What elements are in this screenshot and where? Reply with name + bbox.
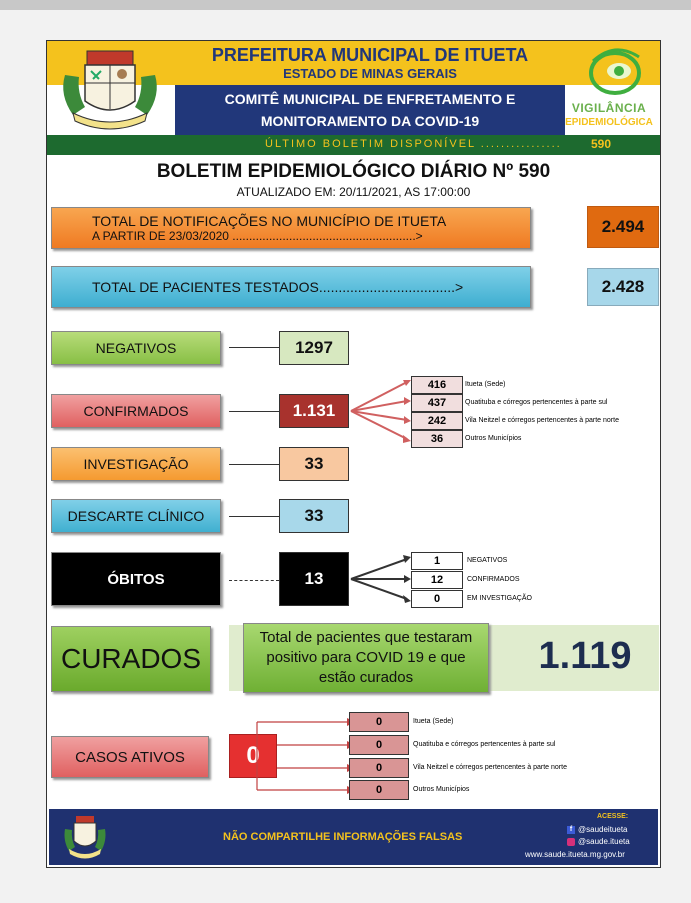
confirmados-outros-value: 36 xyxy=(411,430,463,448)
descarte-button xyxy=(51,499,221,533)
ativos-outros-value: 0 xyxy=(349,780,409,800)
confirmados-button xyxy=(51,394,221,428)
footer-acesse: ACESSE: xyxy=(597,813,629,820)
notificacoes-line2: A PARTIR DE 23/03/2020 .......................................................> xyxy=(92,229,423,243)
confirmados-value: 1.131 xyxy=(279,394,349,428)
testados-value: 2.428 xyxy=(587,268,659,306)
confirmados-sede-label: Itueta (Sede) xyxy=(465,381,506,388)
ativos-sul-value: 0 xyxy=(349,735,409,755)
ativos-norte-label: Vila Neitzel e córregos pertencentes à parte norte xyxy=(413,764,567,771)
obitos-confirmados-value: 12 xyxy=(411,571,463,589)
obitos-arrows xyxy=(349,549,413,609)
confirmados-sul-label: Quatituba e córregos pertencentes à parte sul xyxy=(465,399,608,406)
confirmados-sul-value: 437 xyxy=(411,394,463,412)
casos-ativos-label: CASOS ATIVOS xyxy=(75,748,185,766)
investigacao-connector xyxy=(229,464,279,465)
obitos-label: ÓBITOS xyxy=(107,570,165,588)
descarte-value: 33 xyxy=(279,499,349,533)
obitos-button xyxy=(51,552,221,606)
negativos-label: NEGATIVOS xyxy=(95,340,177,356)
instagram-icon xyxy=(567,838,575,846)
bulletin-document xyxy=(46,40,661,868)
ativos-sede-value: 0 xyxy=(349,712,409,732)
header-comite-line2: MONITORAMENTO DA COVID-19 xyxy=(260,113,480,129)
curados-button xyxy=(51,626,211,692)
curados-label: CURADOS xyxy=(60,643,201,674)
city-crest-icon xyxy=(55,45,165,131)
confirmados-arrows xyxy=(349,377,413,447)
footer-facebook-handle: @saudeitueta xyxy=(578,825,628,834)
negativos-button xyxy=(51,331,221,365)
ativos-outros-label: Outros Municípios xyxy=(413,786,470,793)
footer-instagram[interactable] xyxy=(567,837,630,846)
casos-ativos-arrows xyxy=(247,716,357,798)
confirmados-connector xyxy=(229,411,279,412)
header-comite-line1: COMITÊ MUNICIPAL DE ENFRETAMENTO E xyxy=(224,91,516,107)
confirmados-norte-value: 242 xyxy=(411,412,463,430)
confirmados-label: CONFIRMADOS xyxy=(83,403,189,419)
facebook-icon: f xyxy=(567,826,575,834)
top-strip xyxy=(0,0,691,10)
confirmados-sede-value: 416 xyxy=(411,376,463,394)
negativos-value: 1297 xyxy=(279,331,349,365)
footer-website[interactable]: www.saude.itueta.mg.gov.br xyxy=(525,850,625,859)
footer-facebook[interactable] xyxy=(567,825,628,834)
descarte-label: DESCARTE CLÍNICO xyxy=(67,508,205,524)
header-prefeitura: PREFEITURA MUNICIPAL DE ITUETA xyxy=(211,45,529,65)
ativos-sede-label: Itueta (Sede) xyxy=(413,718,454,725)
footer-warning: NÃO COMPARTILHE INFORMAÇÕES FALSAS xyxy=(223,831,463,843)
vigilancia-line1: VIGILÂNCIA xyxy=(571,101,647,115)
ativos-sul-label: Quatituba e córregos pertencentes à parte sul xyxy=(413,741,556,748)
confirmados-norte-label: Vila Neitzel e córregos pertencentes à parte norte xyxy=(465,417,619,424)
investigacao-button xyxy=(51,447,221,481)
vigilancia-logo-icon xyxy=(585,45,645,97)
confirmados-outros-label: Outros Municípios xyxy=(465,435,522,442)
obitos-confirmados-label: CONFIRMADOS xyxy=(467,576,520,583)
curados-description-box xyxy=(243,623,489,693)
casos-ativos-value: 0 xyxy=(229,734,277,778)
investigacao-value: 33 xyxy=(279,447,349,481)
casos-ativos-button xyxy=(51,736,209,778)
footer-instagram-handle: @saude.itueta xyxy=(578,837,630,846)
obitos-connector xyxy=(229,580,279,581)
curados-value: 1.119 xyxy=(538,635,632,677)
ativos-norte-value: 0 xyxy=(349,758,409,778)
notificacoes-line1: TOTAL DE NOTIFICAÇÕES NO MUNICÍPIO DE ITUETA xyxy=(92,213,447,229)
notificacoes-banner xyxy=(51,207,531,249)
negativos-connector xyxy=(229,347,279,348)
updated-timestamp: ATUALIZADO EM: 20/11/2021, AS 17:00:00 xyxy=(236,185,471,199)
notificacoes-value: 2.494 xyxy=(587,206,659,248)
header-estado: ESTADO DE MINAS GERAIS xyxy=(283,66,457,81)
footer-crest-icon xyxy=(61,813,109,859)
curados-description: Total de pacientes que testaram positivo para COVID 19 e que estão curados xyxy=(259,629,473,686)
ultimo-boletim-number: 590 xyxy=(591,137,612,151)
obitos-negativos-value: 1 xyxy=(411,552,463,570)
obitos-value: 13 xyxy=(279,552,349,606)
testados-label: TOTAL DE PACIENTES TESTADOS...................................> xyxy=(92,279,464,295)
investigacao-label: INVESTIGAÇÃO xyxy=(83,456,189,472)
testados-banner xyxy=(51,266,531,308)
obitos-investigacao-label: EM INVESTIGAÇÃO xyxy=(467,595,532,602)
obitos-investigacao-value: 0 xyxy=(411,590,463,608)
vigilancia-line2: EPIDEMIOLÓGICA xyxy=(565,117,653,128)
page-title: BOLETIM EPIDEMIOLÓGICO DIÁRIO Nº 590 xyxy=(156,161,551,182)
obitos-negativos-label: NEGATIVOS xyxy=(467,557,508,564)
ultimo-boletim-label: ÚLTIMO BOLETIM DISPONÍVEL ................ xyxy=(265,138,562,150)
descarte-connector xyxy=(229,516,279,517)
